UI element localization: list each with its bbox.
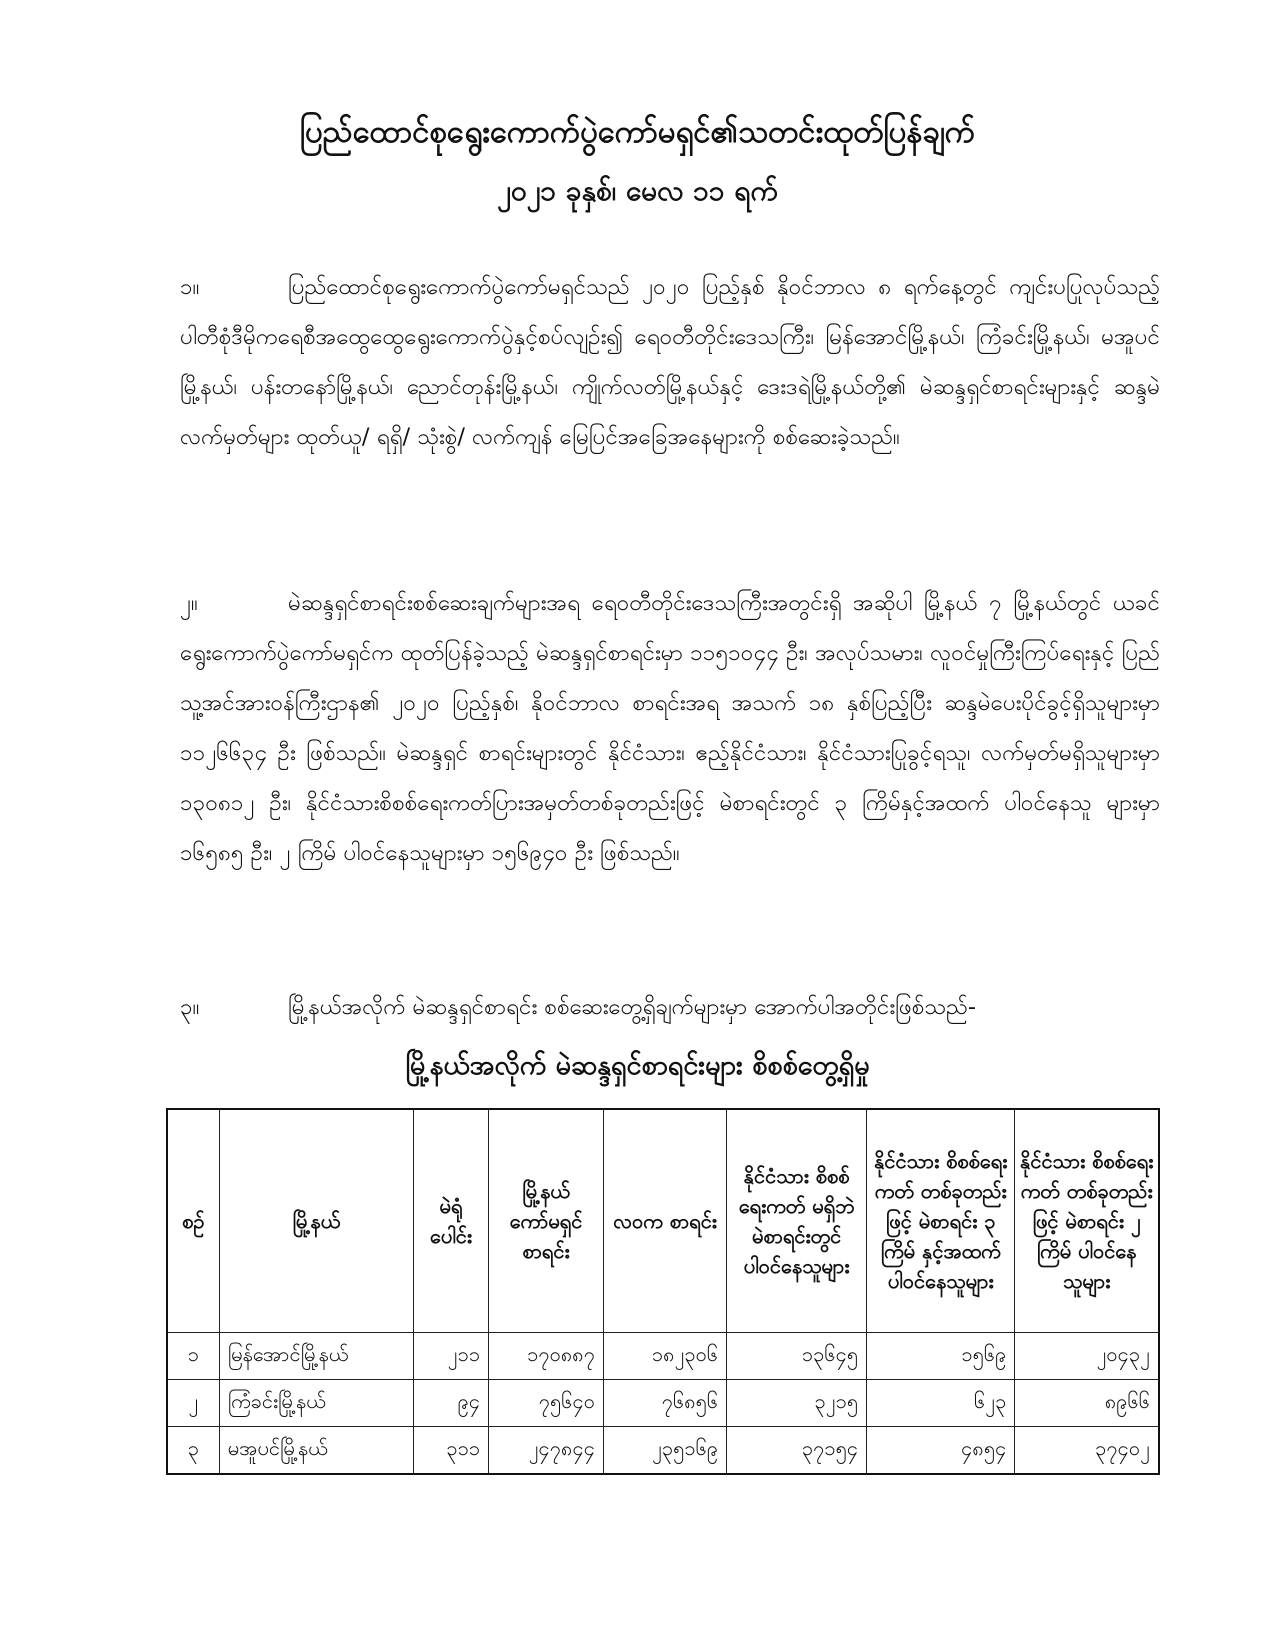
cell-no-card: ၃၂၁၅ bbox=[727, 1380, 867, 1427]
header-two-times: နိုင်ငံသား စိစစ်ရေးကတ် တစ်ခုတည်းဖြင့် မဲစာရင်း ၂ ကြိမ် ပါဝင်နေသူများ bbox=[1015, 1109, 1159, 1333]
cell-three-times: ၁၅၆၉ bbox=[867, 1333, 1015, 1380]
cell-polling-stations: ၂၁၁ bbox=[413, 1333, 488, 1380]
cell-two-times: ၃၇၄၀၂ bbox=[1015, 1427, 1159, 1475]
table-row bbox=[167, 1380, 1159, 1427]
paragraph-text: ပြည်ထောင်စုရွေးကောက်ပွဲကော်မရှင်သည် ၂၀၂၀ ပြည့်နှစ် နိုဝင်ဘာလ ၈ ရက်နေ့တွင် ကျင်းပပြုလုပ်သည့် ပါတီစုံဒီမိုကရေစီအထွေထွေရွေးကောက်ပွဲနှင့်စပ်လျဉ်း၍ ရေဝတီတိုင်းဒေသကြီး၊ မြန်အောင်မြို့နယ်၊ ကြံခင်းမြို့နယ်၊ မအူပင်မြို့နယ်၊ ပန်းတနော်မြို့နယ်၊ ညောင်တုန်းမြို့နယ်၊ ကျိုက်လတ်မြို့နယ်နှင့် ဒေးဒရဲမြို့နယ်တို့၏ မဲဆန္ဒရှင်စာရင်းများနှင့် ဆန္ဒမဲလက်မှတ်များ ထုတ်ယူ/ ရရှိ/ သုံးစွဲ/ လက်ကျန် မြေပြင်အခြေအနေများကို စစ်ဆေးခဲ့သည်။ bbox=[180, 274, 1160, 450]
page-title: ပြည်ထောင်စုရွေးကောက်ပွဲကော်မရှင်၏သတင်းထုတ်ပြန်ချက် bbox=[299, 114, 976, 150]
cell-three-times: ၄၈၅၄ bbox=[867, 1427, 1015, 1475]
paragraph-2 bbox=[180, 578, 1160, 878]
cell-immigration-list: ၁၈၂၃၀၆ bbox=[603, 1333, 726, 1380]
cell-polling-stations: ၉၄ bbox=[413, 1380, 488, 1427]
header-no-card: နိုင်ငံသား စိစစ်ရေးကတ် မရှိဘဲ မဲစာရင်းတွင် ပါဝင်နေသူများ bbox=[727, 1109, 867, 1333]
paragraph-number: ၁။ bbox=[180, 274, 200, 300]
cell-township: မအူပင်မြို့နယ် bbox=[219, 1427, 413, 1475]
cell-three-times: ၆၂၃ bbox=[867, 1380, 1015, 1427]
table-row bbox=[167, 1427, 1159, 1475]
header-commission-list: မြို့နယ် ကော်မရှင် စာရင်း bbox=[489, 1109, 604, 1333]
cell-polling-stations: ၃၁၁ bbox=[413, 1427, 488, 1475]
cell-immigration-list: ၇၆၈၅၆ bbox=[603, 1380, 726, 1427]
header-township: မြို့နယ် bbox=[219, 1109, 413, 1333]
table-header-row bbox=[167, 1109, 1159, 1333]
cell-serial: ၂ bbox=[167, 1380, 219, 1427]
header-three-times: နိုင်ငံသား စိစစ်ရေးကတ် တစ်ခုတည်းဖြင့် မဲစာရင်း ၃ ကြိမ် နှင့်အထက် ပါဝင်နေသူများ bbox=[867, 1109, 1015, 1333]
cell-township: မြန်အောင်မြို့နယ် bbox=[219, 1333, 413, 1380]
header-polling-stations: မဲရုံ ပေါင်း bbox=[413, 1109, 488, 1333]
cell-no-card: ၁၃၆၄၅ bbox=[727, 1333, 867, 1380]
cell-commission-list: ၇၅၆၄၀ bbox=[489, 1380, 604, 1427]
paragraph-1 bbox=[180, 262, 1160, 462]
paragraph-3 bbox=[180, 982, 1160, 1032]
cell-two-times: ၈၉၆၆ bbox=[1015, 1380, 1159, 1427]
cell-two-times: ၂၀၄၃၂ bbox=[1015, 1333, 1159, 1380]
header-immigration-list: လဝက စာရင်း bbox=[603, 1109, 726, 1333]
paragraph-text: မြို့နယ်အလိုက် မဲဆန္ဒရှင်စာရင်း စစ်ဆေးတွေ့ရှိချက်များမှာ အောက်ပါအတိုင်းဖြစ်သည်- bbox=[288, 994, 976, 1020]
table-row bbox=[167, 1333, 1159, 1380]
cell-serial: ၃ bbox=[167, 1427, 219, 1475]
cell-township: ကြံခင်းမြို့နယ် bbox=[219, 1380, 413, 1427]
page-date: ၂၀၂၁ ခုနှစ်၊ မေလ ၁၁ ရက် bbox=[497, 174, 778, 207]
cell-no-card: ၃၇၁၅၄ bbox=[727, 1427, 867, 1475]
cell-serial: ၁ bbox=[167, 1333, 219, 1380]
cell-immigration-list: ၂၃၅၁၆၉ bbox=[603, 1427, 726, 1475]
paragraph-number: ၃။ bbox=[180, 994, 200, 1020]
township-voter-table bbox=[166, 1108, 1160, 1475]
header-serial: စဉ် bbox=[167, 1109, 219, 1333]
paragraph-number: ၂။ bbox=[180, 590, 198, 616]
cell-commission-list: ၁၇၀၈၈၇ bbox=[489, 1333, 604, 1380]
paragraph-text: မဲဆန္ဒရှင်စာရင်းစစ်ဆေးချက်များအရ ရေဝတီတိုင်းဒေသကြီးအတွင်းရှိ အဆိုပါ မြို့နယ် ၇ မြို့နယ်တွင် ယခင် ရွေးကောက်ပွဲကော်မရှင်က ထုတ်ပြန်ခဲ့သည့် မဲဆန္ဒရှင်စာရင်းမှာ ၁၁၅၁၀၄၄ ဦး၊ အလုပ်သမား၊ လူဝင်မှုကြီးကြပ်ရေးနှင့် ပြည်သူ့အင်အားဝန်ကြီးဌာန၏ ၂၀၂၀ ပြည့်နှစ်၊ နိုဝင်ဘာလ စာရင်းအရ အသက် ၁၈ နှစ်ပြည့်ပြီး ဆန္ဒမဲပေးပိုင်ခွင့်ရှိသူများမှာ ၁၁၂၆၆၃၄ ဦး ဖြစ်သည်။ မဲဆန္ဒရှင် စာရင်းများတွင် နိုင်ငံသား၊ ဧည့်နိုင်ငံသား၊ နိုင်ငံသားပြုခွင့်ရသူ၊ လက်မှတ်မရှိသူများမှာ ၁၃၀၈၁၂ ဦး၊ နိုင်ငံသားစိစစ်ရေးကတ်ပြားအမှတ်တစ်ခုတည်းဖြင့် မဲစာရင်းတွင် ၃ ကြိမ်နှင့်အထက် ပါဝင်နေသူ များမှာ ၁၆၅၈၅ ဦး၊ ၂ ကြိမ် ပါဝင်နေသူများမှာ ၁၅၆၉၄၀ ဦး ဖြစ်သည်။ bbox=[180, 590, 1160, 866]
table-title: မြို့နယ်အလိုက် မဲဆန္ဒရှင်စာရင်းများ စိစစ်တွေ့ရှိမှု bbox=[405, 1050, 870, 1081]
cell-commission-list: ၂၄၇၈၄၄ bbox=[489, 1427, 604, 1475]
